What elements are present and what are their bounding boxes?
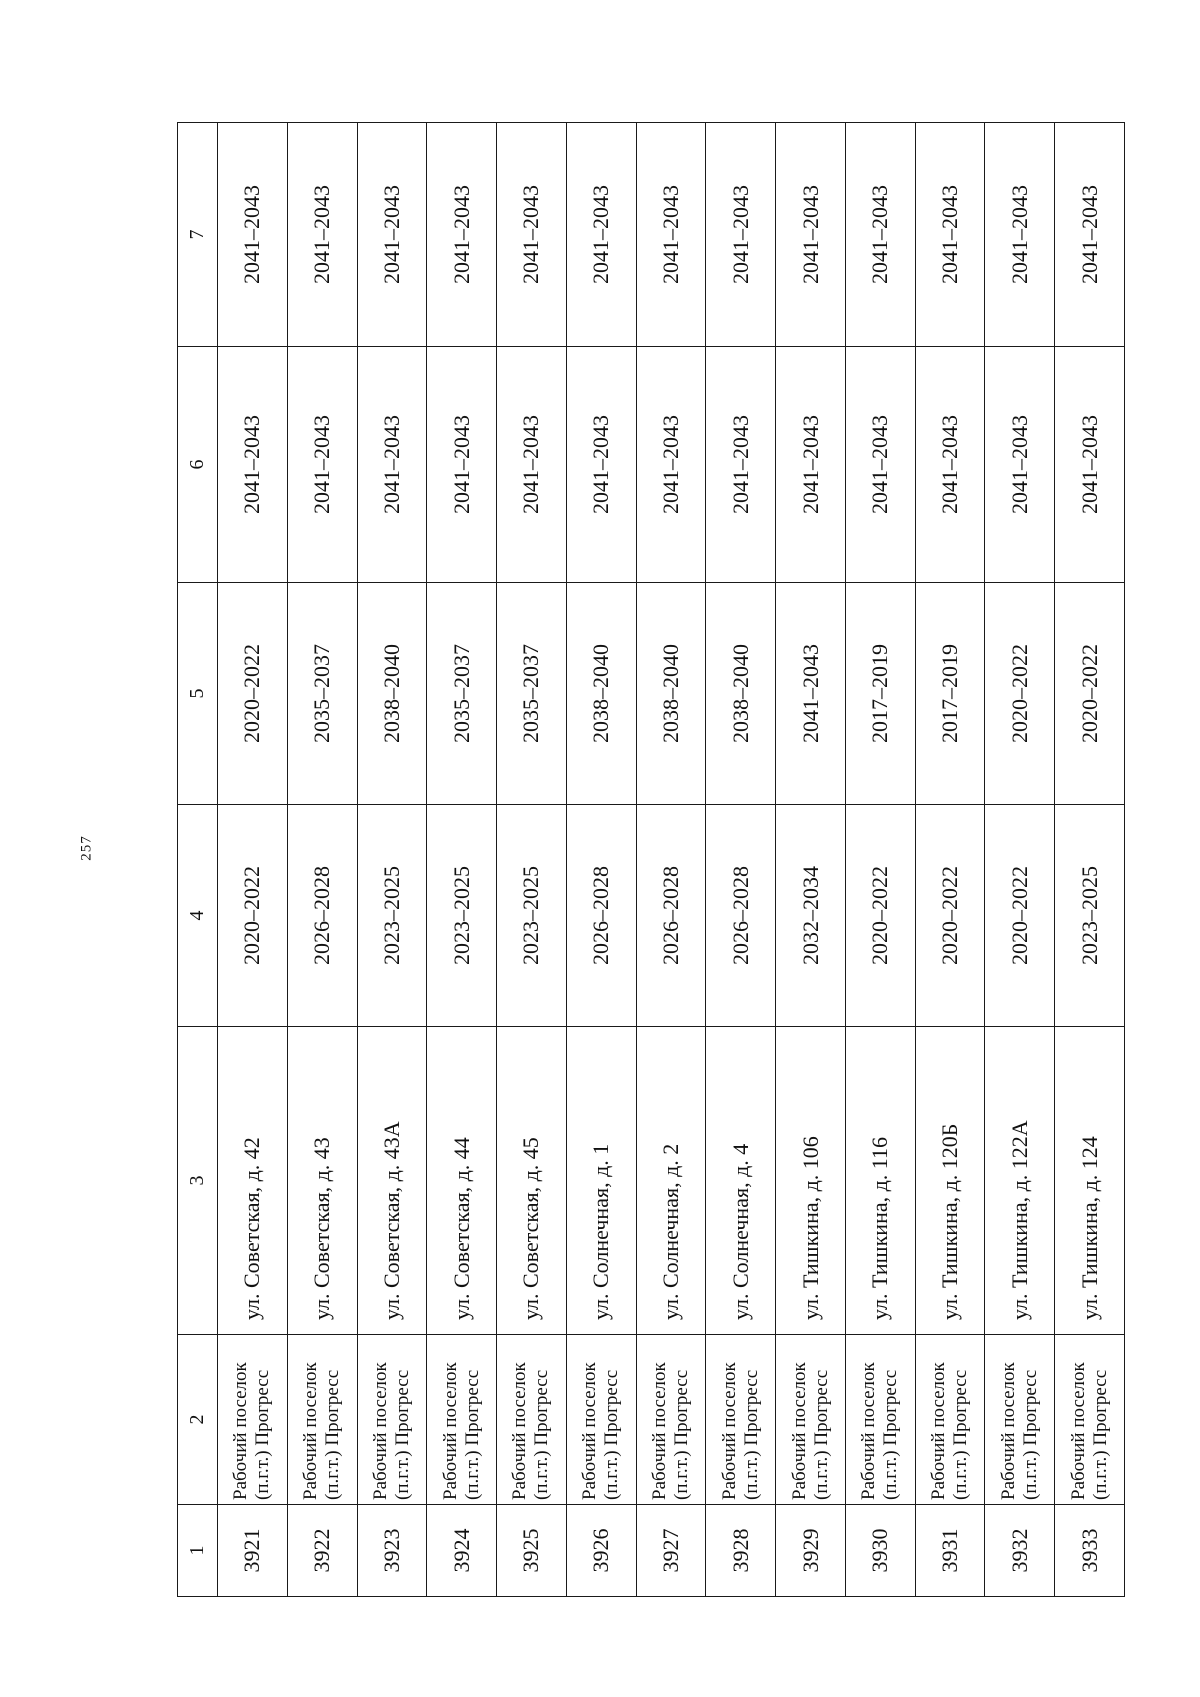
table-row (845, 123, 915, 1597)
period-col-6: 2041–2043 (497, 347, 567, 583)
row-number: 3931 (915, 1505, 985, 1597)
period-col-5: 2020–2022 (218, 583, 288, 805)
row-number: 3924 (427, 1505, 497, 1597)
locality-cell (985, 1335, 1055, 1505)
address-cell: ул. Солнечная, д. 2 (636, 1027, 706, 1335)
locality-cell (845, 1335, 915, 1505)
locality-cell (497, 1335, 567, 1505)
address-cell: ул. Тишкина, д. 124 (1055, 1027, 1125, 1335)
header-row (178, 123, 218, 1597)
address-cell: ул. Тишкина, д. 106 (776, 1027, 846, 1335)
locality-cell (636, 1335, 706, 1505)
locality-cell (776, 1335, 846, 1505)
period-col-5: 2041–2043 (776, 583, 846, 805)
row-number: 3932 (985, 1505, 1055, 1597)
period-col-7: 2041–2043 (427, 123, 497, 347)
period-col-4: 2020–2022 (218, 805, 288, 1027)
period-col-7: 2041–2043 (985, 123, 1055, 347)
row-number: 3926 (566, 1505, 636, 1597)
period-col-6: 2041–2043 (566, 347, 636, 583)
period-col-6: 2041–2043 (776, 347, 846, 583)
period-col-7: 2041–2043 (845, 123, 915, 347)
table-row (1055, 123, 1125, 1597)
period-col-5: 2017–2019 (845, 583, 915, 805)
locality-line-1: Рабочий поселок (788, 1362, 810, 1500)
column-header-3: 3 (178, 1027, 218, 1335)
row-number: 3923 (357, 1505, 427, 1597)
locality-cell (218, 1335, 288, 1505)
rotated-table-container (177, 123, 1125, 1597)
page-number: 257 (78, 835, 95, 861)
period-col-4: 2023–2025 (497, 805, 567, 1027)
period-col-7: 2041–2043 (915, 123, 985, 347)
locality-line-1: Рабочий поселок (579, 1362, 601, 1500)
locality-cell (357, 1335, 427, 1505)
period-col-5: 2035–2037 (427, 583, 497, 805)
period-col-4: 2032–2034 (776, 805, 846, 1027)
address-cell: ул. Тишкина, д. 116 (845, 1027, 915, 1335)
locality-line-1: Рабочий поселок (718, 1362, 740, 1500)
address-cell: ул. Тишкина, д. 120Б (915, 1027, 985, 1335)
table-row (497, 123, 567, 1597)
schedule-table (177, 122, 1125, 1597)
address-cell: ул. Советская, д. 45 (497, 1027, 567, 1335)
table-row (566, 123, 636, 1597)
period-col-7: 2041–2043 (357, 123, 427, 347)
column-header-2: 2 (178, 1335, 218, 1505)
period-col-4: 2020–2022 (985, 805, 1055, 1027)
period-col-5: 2038–2040 (636, 583, 706, 805)
table-row (636, 123, 706, 1597)
column-header-6: 6 (178, 347, 218, 583)
address-cell: ул. Советская, д. 44 (427, 1027, 497, 1335)
period-col-6: 2041–2043 (287, 347, 357, 583)
table-row (776, 123, 846, 1597)
period-col-4: 2026–2028 (287, 805, 357, 1027)
table-row (357, 123, 427, 1597)
row-number: 3922 (287, 1505, 357, 1597)
period-col-4: 2023–2025 (1055, 805, 1125, 1027)
period-col-6: 2041–2043 (427, 347, 497, 583)
row-number: 3921 (218, 1505, 288, 1597)
locality-cell (566, 1335, 636, 1505)
row-number: 3930 (845, 1505, 915, 1597)
period-col-4: 2026–2028 (566, 805, 636, 1027)
address-cell: ул. Солнечная, д. 1 (566, 1027, 636, 1335)
locality-cell (915, 1335, 985, 1505)
period-col-6: 2041–2043 (1055, 347, 1125, 583)
locality-line-1: Рабочий поселок (997, 1362, 1019, 1500)
period-col-4: 2023–2025 (427, 805, 497, 1027)
locality-line-1: Рабочий поселок (439, 1362, 461, 1500)
locality-line-2: (п.г.т.) Прогресс (670, 1369, 692, 1500)
locality-line-2: (п.г.т.) Прогресс (322, 1369, 344, 1500)
row-number: 3929 (776, 1505, 846, 1597)
locality-cell (287, 1335, 357, 1505)
table-row (427, 123, 497, 1597)
locality-line-2: (п.г.т.) Прогресс (880, 1369, 902, 1500)
locality-line-1: Рабочий поселок (928, 1362, 950, 1500)
row-number: 3933 (1055, 1505, 1125, 1597)
locality-line-2: (п.г.т.) Прогресс (1019, 1369, 1041, 1500)
period-col-4: 2026–2028 (636, 805, 706, 1027)
column-header-7: 7 (178, 123, 218, 347)
locality-line-2: (п.г.т.) Прогресс (740, 1369, 762, 1500)
period-col-4: 2026–2028 (706, 805, 776, 1027)
locality-line-1: Рабочий поселок (369, 1362, 391, 1500)
table-row (915, 123, 985, 1597)
locality-line-2: (п.г.т.) Прогресс (252, 1369, 274, 1500)
locality-line-2: (п.г.т.) Прогресс (810, 1369, 832, 1500)
period-col-7: 2041–2043 (218, 123, 288, 347)
period-col-7: 2041–2043 (1055, 123, 1125, 347)
row-number: 3928 (706, 1505, 776, 1597)
locality-line-1: Рабочий поселок (1067, 1362, 1089, 1500)
period-col-6: 2041–2043 (845, 347, 915, 583)
locality-line-1: Рабочий поселок (509, 1362, 531, 1500)
period-col-5: 2038–2040 (357, 583, 427, 805)
period-col-4: 2020–2022 (845, 805, 915, 1027)
locality-line-1: Рабочий поселок (300, 1362, 322, 1500)
period-col-7: 2041–2043 (497, 123, 567, 347)
address-cell: ул. Тишкина, д. 122А (985, 1027, 1055, 1335)
period-col-7: 2041–2043 (566, 123, 636, 347)
locality-line-2: (п.г.т.) Прогресс (950, 1369, 972, 1500)
address-cell: ул. Солнечная, д. 4 (706, 1027, 776, 1335)
table-row (985, 123, 1055, 1597)
period-col-4: 2023–2025 (357, 805, 427, 1027)
table-header (178, 123, 218, 1597)
locality-line-1: Рабочий поселок (858, 1362, 880, 1500)
table-row (706, 123, 776, 1597)
locality-cell (427, 1335, 497, 1505)
locality-line-2: (п.г.т.) Прогресс (1089, 1369, 1111, 1500)
period-col-5: 2017–2019 (915, 583, 985, 805)
locality-line-2: (п.г.т.) Прогресс (601, 1369, 623, 1500)
locality-line-2: (п.г.т.) Прогресс (391, 1369, 413, 1500)
period-col-5: 2035–2037 (497, 583, 567, 805)
column-header-5: 5 (178, 583, 218, 805)
locality-line-1: Рабочий поселок (648, 1362, 670, 1500)
period-col-6: 2041–2043 (985, 347, 1055, 583)
period-col-7: 2041–2043 (636, 123, 706, 347)
period-col-6: 2041–2043 (357, 347, 427, 583)
column-header-4: 4 (178, 805, 218, 1027)
address-cell: ул. Советская, д. 43 (287, 1027, 357, 1335)
period-col-7: 2041–2043 (776, 123, 846, 347)
row-number: 3925 (497, 1505, 567, 1597)
table-row (287, 123, 357, 1597)
period-col-6: 2041–2043 (915, 347, 985, 583)
row-number: 3927 (636, 1505, 706, 1597)
period-col-7: 2041–2043 (706, 123, 776, 347)
period-col-5: 2020–2022 (985, 583, 1055, 805)
address-cell: ул. Советская, д. 42 (218, 1027, 288, 1335)
period-col-5: 2035–2037 (287, 583, 357, 805)
period-col-5: 2038–2040 (566, 583, 636, 805)
address-cell: ул. Советская, д. 43А (357, 1027, 427, 1335)
period-col-5: 2038–2040 (706, 583, 776, 805)
locality-cell (1055, 1335, 1125, 1505)
period-col-4: 2020–2022 (915, 805, 985, 1027)
locality-cell (706, 1335, 776, 1505)
period-col-6: 2041–2043 (218, 347, 288, 583)
period-col-6: 2041–2043 (636, 347, 706, 583)
table-body (218, 123, 1125, 1597)
locality-line-2: (п.г.т.) Прогресс (531, 1369, 553, 1500)
period-col-5: 2020–2022 (1055, 583, 1125, 805)
column-header-1: 1 (178, 1505, 218, 1597)
locality-line-1: Рабочий поселок (230, 1362, 252, 1500)
table-row (218, 123, 288, 1597)
locality-line-2: (п.г.т.) Прогресс (461, 1369, 483, 1500)
period-col-6: 2041–2043 (706, 347, 776, 583)
period-col-7: 2041–2043 (287, 123, 357, 347)
